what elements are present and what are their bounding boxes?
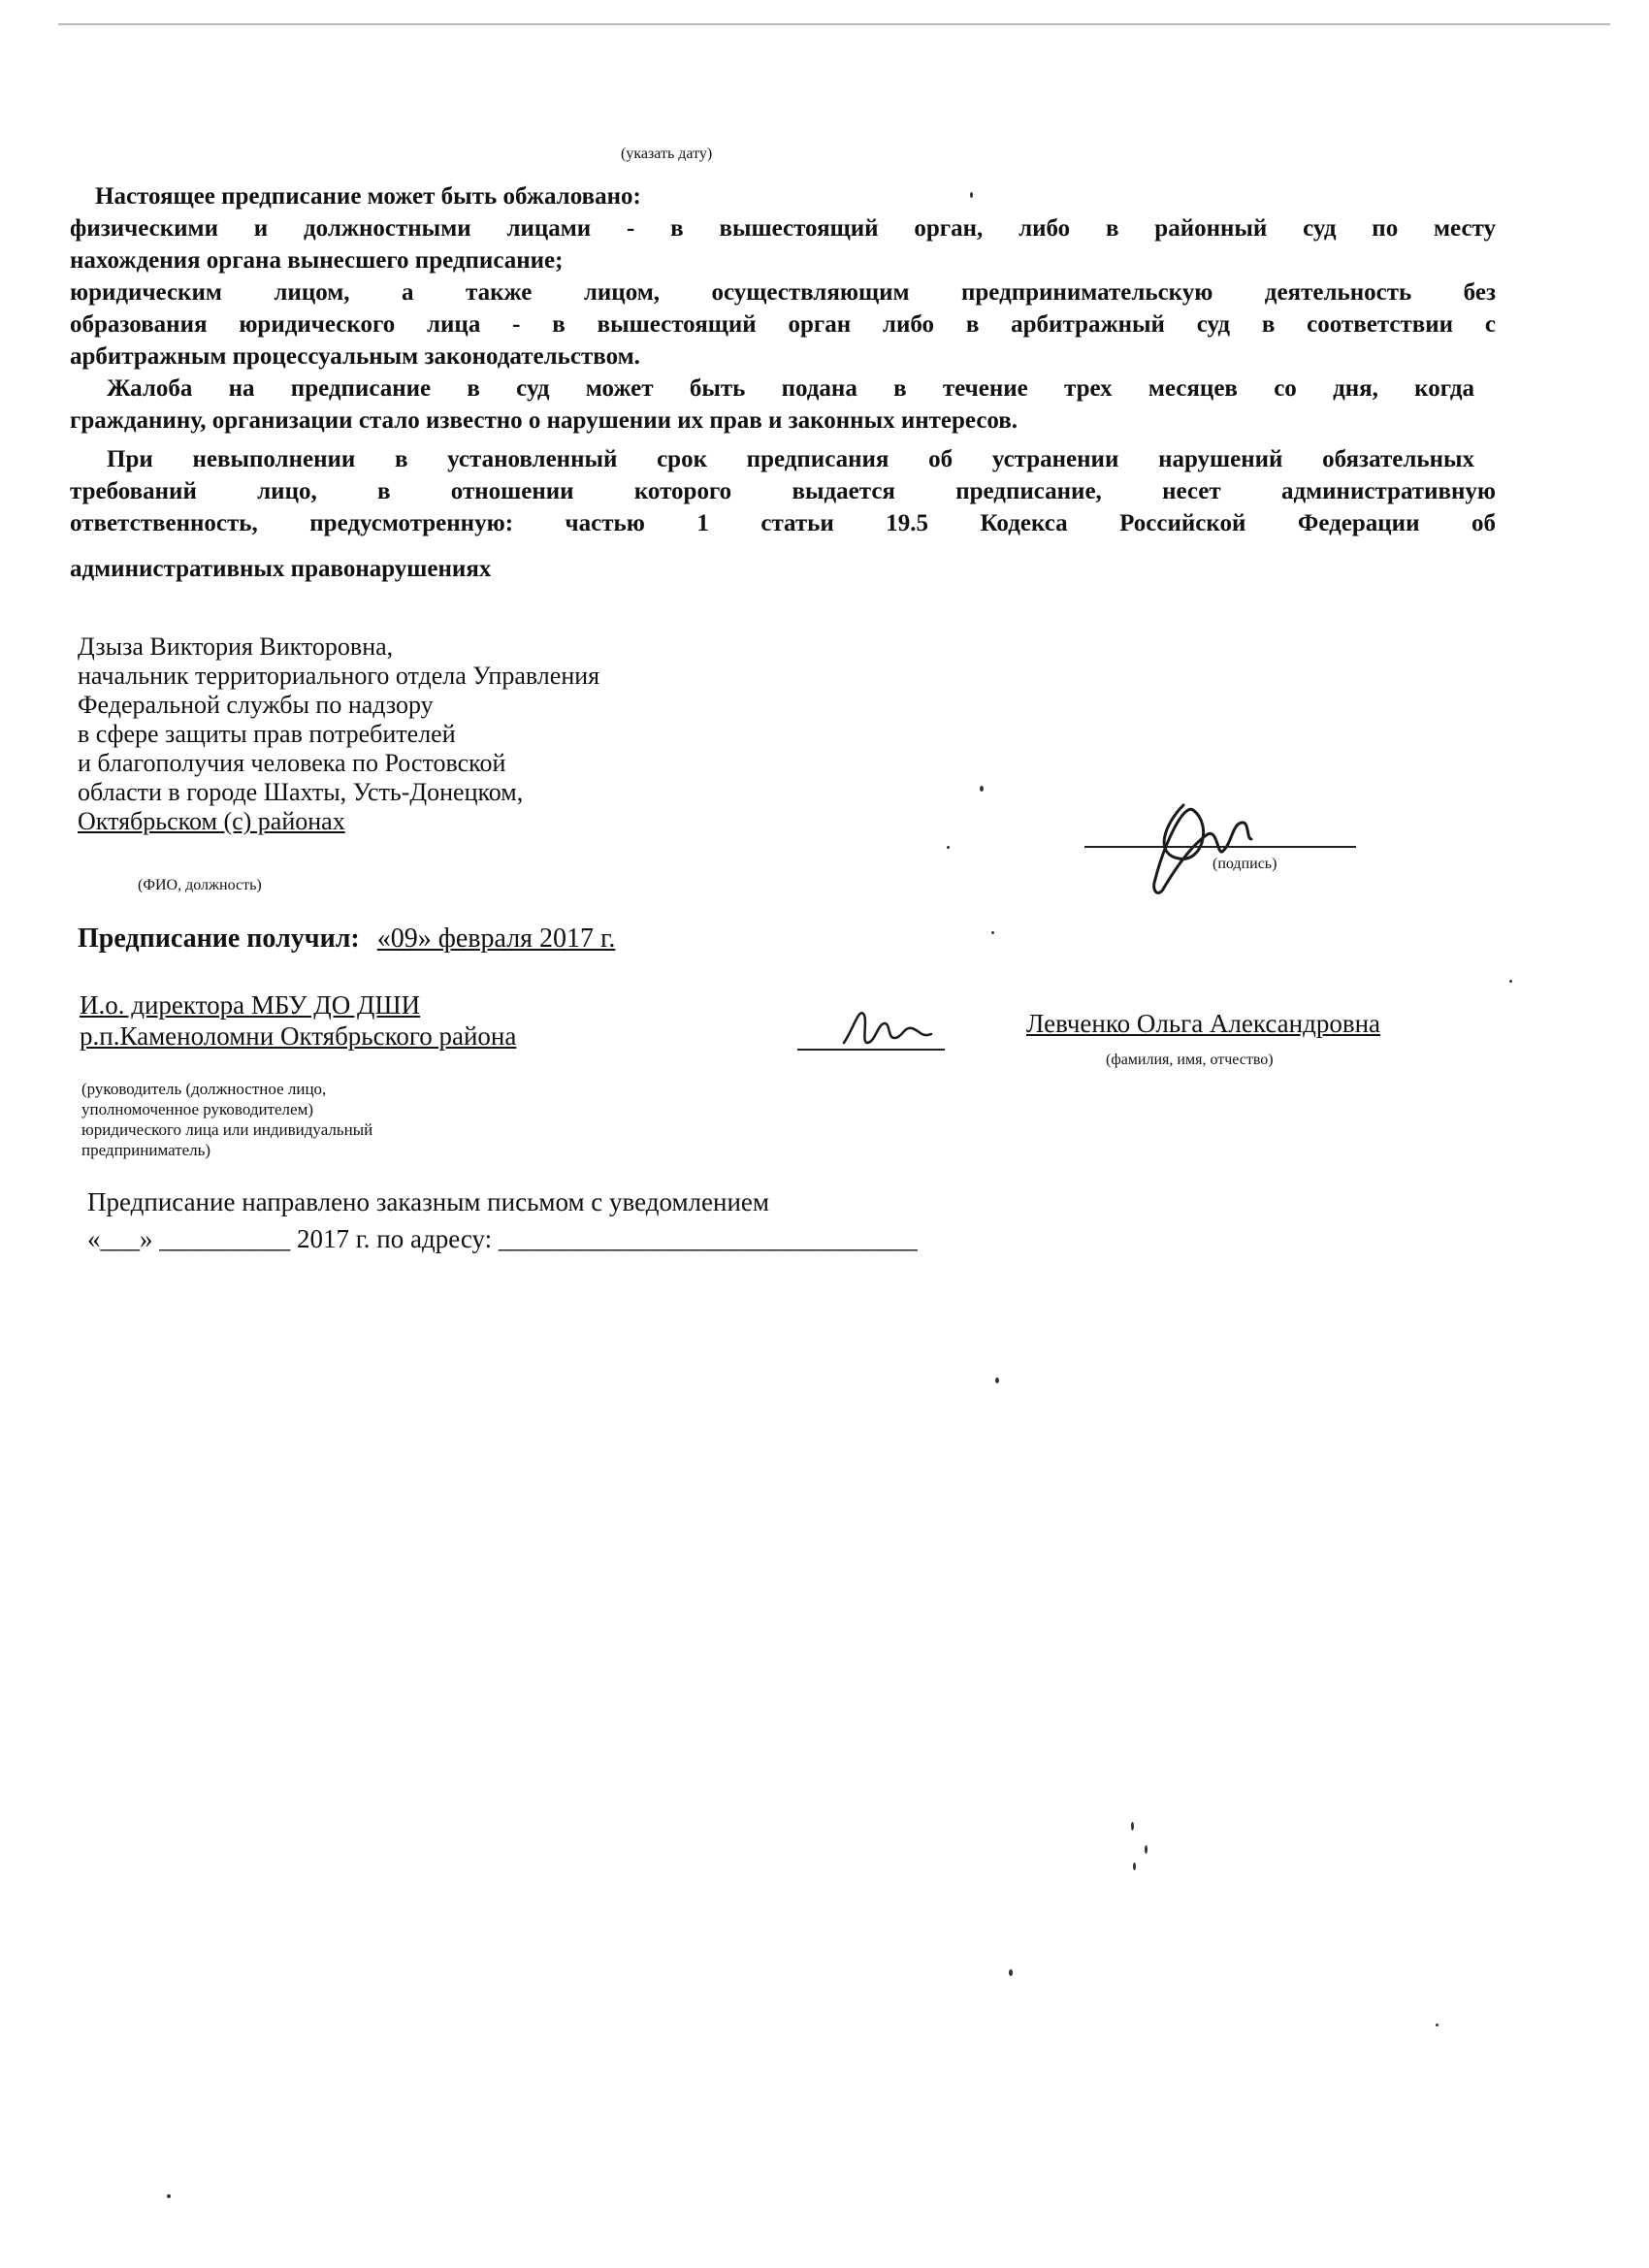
appeal-individuals-line-2: нахождения органа вынесшего предписание; [70, 247, 564, 274]
official-signature [1125, 786, 1271, 912]
liability-line-4: административных правонарушениях [70, 556, 492, 582]
official-name: Дзыза Виктория Викторовна, [78, 632, 394, 661]
mailing-line-1: Предписание направлено заказным письмом с уведомлением [87, 1187, 769, 1216]
recipient-position-line-1: И.о. директора МБУ ДО ДШИ [80, 990, 421, 1020]
role-note-line: уполномоченное руководителем) [81, 1100, 314, 1118]
liability-line-3: ответственность, предусмотренную: частью 1 статьи 19.5 Кодекса Российской Федерации об [70, 510, 1496, 536]
signature-hint: (подпись) [1212, 856, 1277, 872]
official-position-line: в сфере защиты прав потребителей [78, 720, 456, 748]
scan-speck [1436, 2024, 1439, 2026]
scan-speck [1131, 1822, 1134, 1831]
recipient-position-line-2: р.п.Каменоломни Октябрьского района [80, 1021, 517, 1051]
official-position-line: и благополучия человека по Ростовской [78, 749, 506, 777]
liability-line-1: При невыполнении в установленный срок предписания об устранении нарушений обязательных [107, 446, 1474, 472]
appeal-intro: Настоящее предписание может быть обжаловано: [95, 183, 641, 210]
fio-position-hint: (ФИО, должность) [138, 877, 262, 893]
scan-speck [980, 786, 984, 792]
official-position-line: области в городе Шахты, Усть-Донецком, [78, 778, 524, 806]
scan-speck [1509, 980, 1512, 983]
mailing-line-2: «___» __________ 2017 г. по адресу: ________________________________ [87, 1224, 918, 1253]
date-hint: (указать дату) [621, 146, 713, 162]
role-note-line: юридического лица или индивидуальный [81, 1120, 373, 1139]
received-line [78, 923, 615, 955]
scan-speck [1133, 1863, 1136, 1870]
role-note-line: предприниматель) [81, 1141, 211, 1159]
role-note-line: (руководитель (должностное лицо, [81, 1080, 327, 1098]
appeal-individuals-line-1: физическими и должностными лицами - в вышестоящий орган, либо в районный суд по месту [70, 215, 1496, 242]
scan-edge [58, 23, 1610, 25]
official-position-line: Октябрьском (с) районах [78, 807, 345, 835]
scan-speck [995, 1377, 999, 1383]
complaint-line-2: гражданину, организации стало известно о нарушении их прав и законных интересов. [70, 407, 1018, 434]
appeal-legal-line-2: образования юридического лица - в вышестоящий орган либо в арбитражный суд в соответствии с [70, 311, 1496, 338]
scan-speck [991, 931, 994, 934]
official-position-line: Федеральной службы по надзору [78, 691, 434, 719]
recipient-name-hint: (фамилия, имя, отчество) [1106, 1052, 1274, 1068]
scan-speck [1145, 1845, 1148, 1854]
recipient-signature [834, 999, 941, 1057]
recipient-name: Левченко Ольга Александровна [1026, 1009, 1381, 1038]
recipient-role-note [81, 1079, 372, 1160]
complaint-line-1: Жалоба на предписание в суд может быть подана в течение трех месяцев со дня, когда [107, 375, 1474, 402]
received-label: Предписание получил: [78, 923, 360, 954]
liability-line-2: требований лицо, в отношении которого выдается предписание, несет административную [70, 478, 1496, 504]
appeal-legal-line-3: арбитражным процессуальным законодательством. [70, 343, 640, 370]
appeal-legal-line-1: юридическим лицом, а также лицом, осуществляющим предпринимательскую деятельность без [70, 279, 1496, 306]
scan-speck [1009, 1969, 1013, 1976]
scan-speck [970, 192, 973, 198]
recipient-position [80, 989, 516, 1052]
official-position-line: начальник территориального отдела Управления [78, 662, 600, 690]
scan-speck [947, 846, 950, 849]
scan-speck [167, 2194, 171, 2198]
official-block [78, 632, 599, 836]
received-date: «09» февраля 2017 г. [376, 923, 616, 954]
